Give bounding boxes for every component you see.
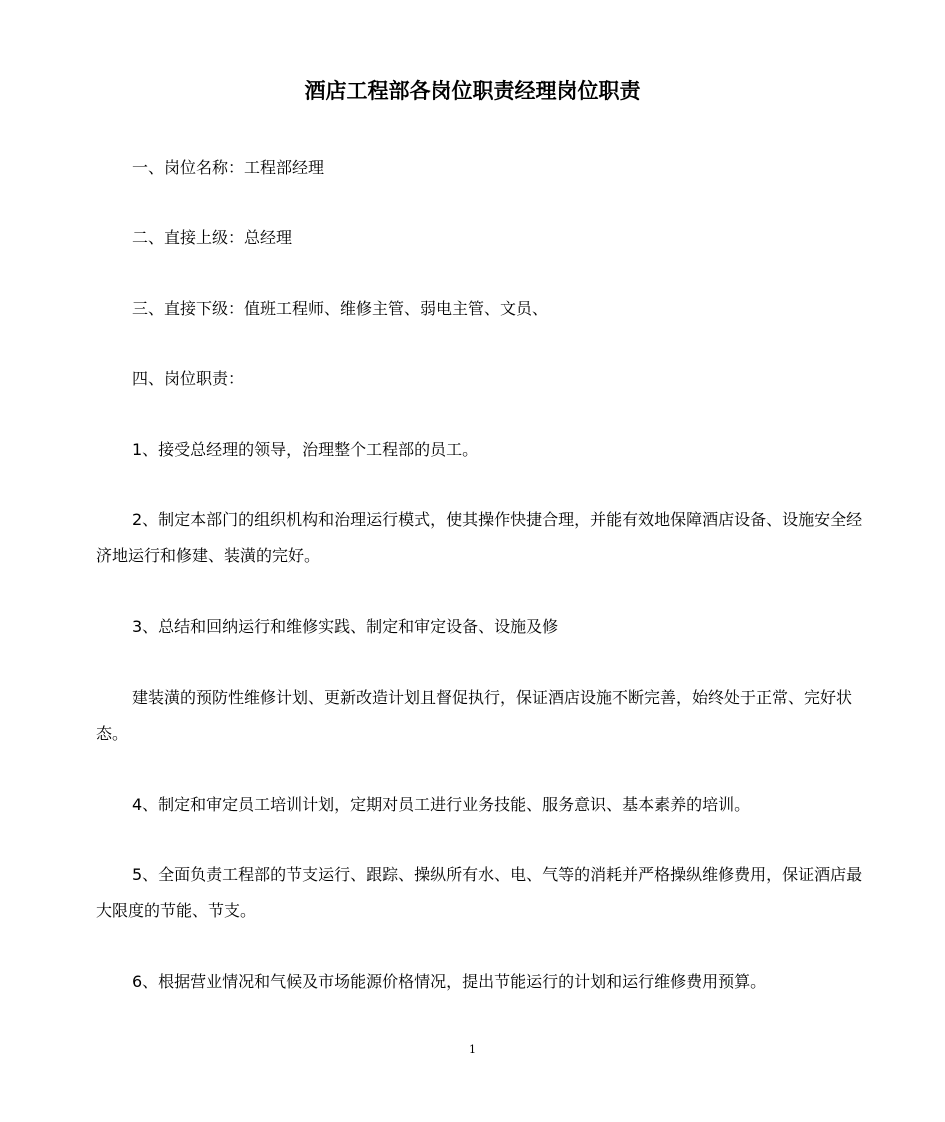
paragraph-duty-4: 4、制定和审定员工培训计划，定期对员工进行业务技能、服务意识、基本素养的培训。 (132, 795, 751, 814)
page-title: 酒店工程部各岗位职责经理岗位职责 (304, 79, 641, 103)
paragraph-duty-3: 3、总结和回纳运行和维修实践、制定和审定设备、设施及修 (132, 617, 559, 636)
paragraph-duty-3-continued: 建装潢的预防性维修计划、更新改造计划且督促执行，保证酒店设施不断完善，始终处于正常、完好状态。 (96, 688, 853, 743)
paragraph-direct-superior: 二、直接上级：总经理 (132, 228, 293, 247)
paragraph-duties-heading: 四、岗位职责： (132, 369, 245, 388)
paragraph-duty-1: 1、接受总经理的领导，治理整个工程部的员工。 (132, 440, 479, 459)
paragraph-duty-2: 2、制定本部门的组织机构和治理运行模式，使其操作快捷合理，并能有效地保障酒店设备、设施安全经济地运行和修建、装潢的完好。 (96, 510, 863, 565)
paragraph-direct-subordinates: 三、直接下级：值班工程师、维修主管、弱电主管、文员、 (132, 299, 549, 318)
page-number: 1 (469, 1043, 476, 1056)
paragraph-duty-5: 5、全面负责工程部的节支运行、跟踪、操纵所有水、电、气等的消耗并严格操纵维修费用，保证酒店最大限度的节能、节支。 (96, 865, 863, 920)
paragraph-duty-6: 6、根据营业情况和气候及市场能源价格情况，提出节能运行的计划和运行维修费用预算。 (132, 972, 767, 991)
paragraph-position-name: 一、岗位名称：工程部经理 (132, 158, 325, 177)
